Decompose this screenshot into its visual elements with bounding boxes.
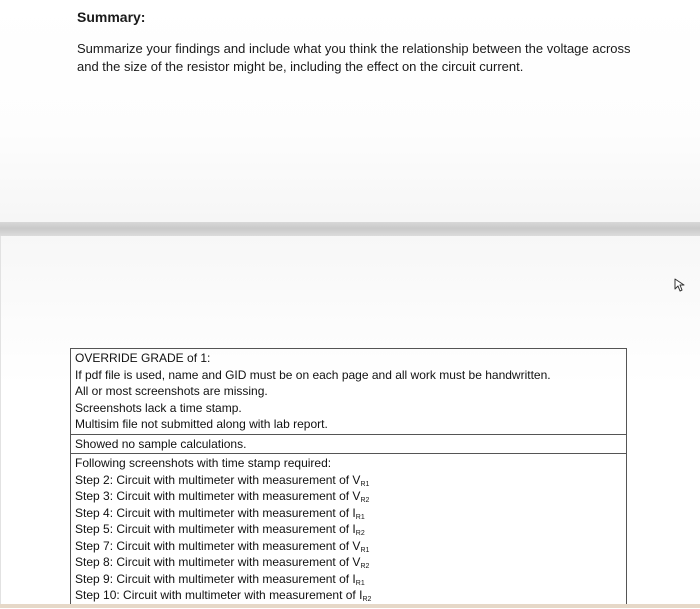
mouse-pointer-icon <box>674 278 688 292</box>
override-condition-screenshots-missing: All or most screenshots are missing. <box>75 384 268 398</box>
step-item: Step 3: Circuit with multimeter with measurement of $V_{R2}$ <box>75 489 370 504</box>
override-grade-title: OVERRIDE GRADE of 1: <box>75 351 211 365</box>
override-calculations-row <box>71 435 626 455</box>
override-condition-time-stamp: Screenshots lack a time stamp. <box>75 400 242 415</box>
step-item: Step 8: Circuit with multimeter with measurement of $V_{R2}$ <box>75 555 370 570</box>
summary-heading: Summary: <box>77 9 146 25</box>
override-condition-calculations: Showed no sample calculations. <box>75 436 247 451</box>
document-page-upper <box>0 0 700 222</box>
step-item: Step 10: Circuit with multimeter with measurement of $I_{R2}$ <box>75 588 372 603</box>
required-screenshots-row <box>71 454 626 605</box>
override-condition-multisim: Multisim file not submitted along with lab report. <box>75 417 328 431</box>
override-conditions-row <box>71 349 626 435</box>
step-item: Step 9: Circuit with multimeter with measurement of $I_{R1}$ <box>75 571 365 587</box>
step-item: Step 2: Circuit with multimeter with measurement of $V_{R1}$ <box>75 472 370 488</box>
step-item: Step 5: Circuit with multimeter with measurement of $I_{R2}$ <box>75 522 365 537</box>
override-grade-table <box>70 348 627 606</box>
required-screenshots-title: Following screenshots with time stamp required: <box>75 456 332 470</box>
override-condition-pdf: If pdf file is used, name and GID must be on each page and all work must be handwritten. <box>75 367 551 382</box>
summary-instructions: Summarize your findings and include what you think the relationship between the voltage across and the size of the resistor might be, including the effect on the circuit current. <box>77 41 631 74</box>
step-item: Step 7: Circuit with multimeter with measurement of $V_{R1}$ <box>75 538 370 554</box>
page-bottom-edge <box>0 604 700 608</box>
page-separator <box>0 222 700 236</box>
step-item: Step 4: Circuit with multimeter with measurement of $I_{R1}$ <box>75 505 365 521</box>
